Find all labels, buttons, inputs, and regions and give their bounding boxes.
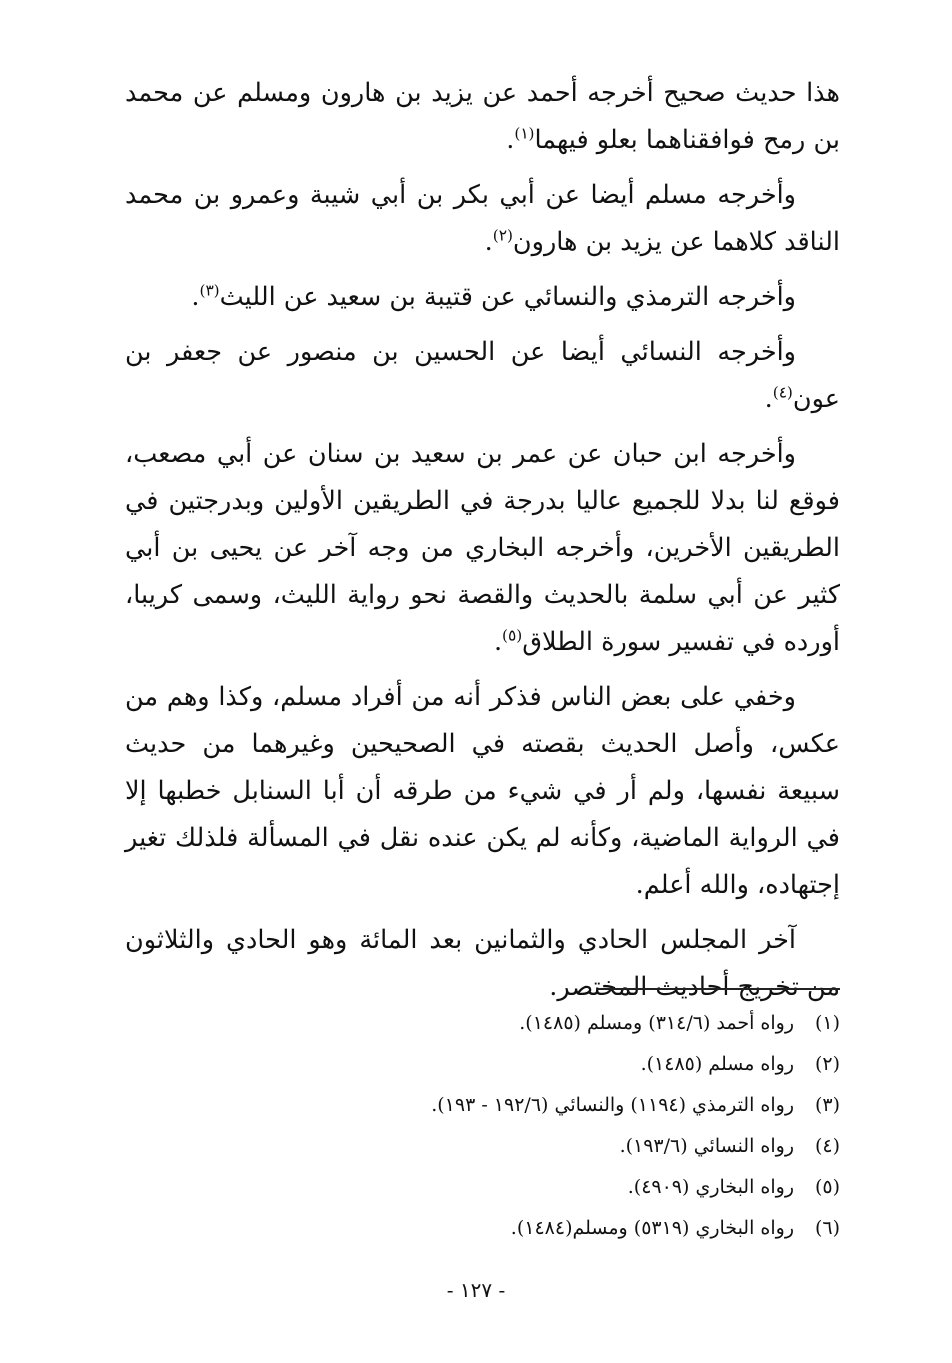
- footnote-number: (٦): [814, 1217, 840, 1239]
- paragraph-5: وأخرجه ابن حبان عن عمر بن سعيد بن سنان عن أبي مصعب، فوقع لنا بدلا للجميع عاليا بدرجة في الطريقين الأولين وبدرجتين في الطريقين الأخرين، وأخرجه البخاري من وجه آخر عن يحيى بن أبي كثير عن أبي سلمة بالحديث والقصة نحو رواية الليث، وسمى كريبا، أورده في تفسير سورة الطلاق$^{(٥)}$.: [125, 439, 840, 657]
- footnote-number: (٥): [814, 1176, 840, 1198]
- paragraph-6: وخفي على بعض الناس فذكر أنه من أفراد مسلم، وكذا وهم من عكس، وأصل الحديث بقصته في الصحيحين وغيرهما من حديث سبيعة نفسها، ولم أر في شيء من طرقه أن أبا السنابل خطبها إلا في الرواية الماضية، وكأنه لم يكن عنده نقل في المسألة فلذلك تغير إجتهاده، والله أعلم.: [125, 682, 840, 900]
- footnote-ref-4[interactable]: (٤): [772, 383, 793, 402]
- main-text: [125, 70, 840, 1019]
- footnote-ref-3[interactable]: (٣): [199, 281, 220, 300]
- footnote-item: [220, 1003, 840, 1044]
- footnote-item: [220, 1208, 840, 1249]
- footnote-text: رواه الترمذي (١١٩٤) والنسائي (١٩٢/٦ - ١٩٣).: [431, 1094, 794, 1116]
- paragraph-2: وأخرجه مسلم أيضا عن أبي بكر بن أبي شيبة وعمرو بن محمد الناقد كلاهما عن يزيد بن هارون$^{(٢)}$.: [125, 180, 840, 257]
- footnote-item: [220, 1167, 840, 1208]
- footnote-item: [220, 1085, 840, 1126]
- footnote-text: رواه البخاري (٥٣١٩) ومسلم(١٤٨٤).: [510, 1217, 794, 1239]
- page-number: - ١٢٧ -: [446, 1278, 506, 1302]
- paragraph-1: هذا حديث صحيح أخرجه أحمد عن يزيد بن هارون ومسلم عن محمد بن رمح فوافقناهما بعلو فيهما$^{(١)}$.: [125, 78, 840, 155]
- paragraph-4: وأخرجه النسائي أيضا عن الحسين بن منصور عن جعفر بن عون$^{(٤)}$.: [125, 337, 840, 414]
- footnote-divider: [598, 988, 840, 990]
- footnote-text: رواه أحمد (٣١٤/٦) ومسلم (١٤٨٥).: [519, 1012, 794, 1034]
- footnote-number: (١): [814, 1012, 840, 1034]
- footnote-number: (٤): [814, 1135, 840, 1157]
- paragraph-3: وأخرجه الترمذي والنسائي عن قتيبة بن سعيد عن الليث$^{(٣)}$.: [191, 281, 796, 312]
- footnotes-list: [220, 1003, 840, 1249]
- footnote-text: رواه مسلم (١٤٨٥).: [640, 1053, 794, 1075]
- footnote-number: (٣): [814, 1094, 840, 1116]
- footnote-item: [220, 1044, 840, 1085]
- footnote-text: رواه النسائي (١٩٣/٦).: [619, 1135, 794, 1157]
- footnote-text: رواه البخاري (٤٩٠٩).: [627, 1176, 794, 1198]
- footnote-ref-2[interactable]: (٢): [492, 226, 513, 245]
- footnote-number: (٢): [814, 1053, 840, 1075]
- footnote-ref-5[interactable]: (٥): [502, 626, 523, 645]
- paragraph-7: آخر المجلس الحادي والثمانين بعد المائة وهو الحادي والثلاثون من تخريج أحاديث المختصر.: [125, 925, 840, 1002]
- footnote-item: [220, 1126, 840, 1167]
- footnote-ref-1[interactable]: (١): [514, 124, 535, 143]
